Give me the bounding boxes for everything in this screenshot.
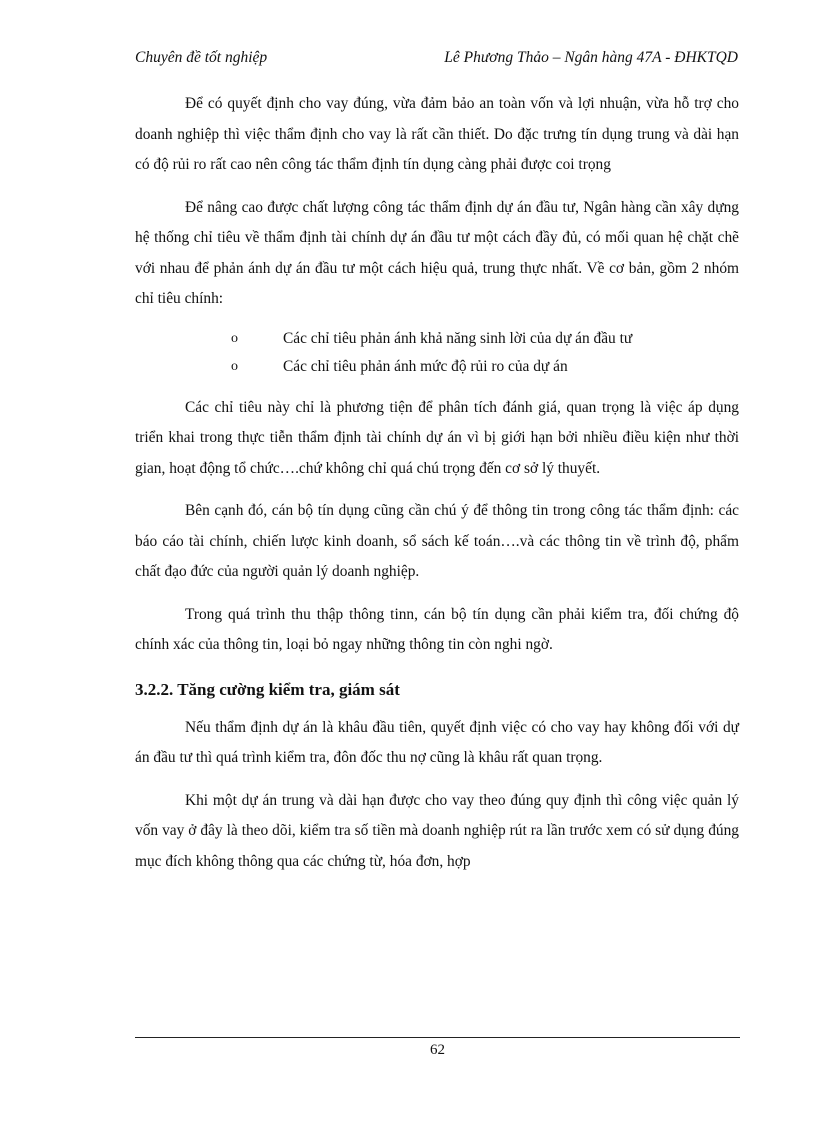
list-item: [135, 353, 739, 381]
page-number: 62: [430, 1042, 445, 1058]
header-document-title: Chuyên đề tốt nghiệp: [135, 49, 268, 66]
paragraph-6: Nếu thẩm định dự án là khâu đầu tiên, quyết định việc có cho vay hay không đối với dự án đầu tư thì quá trình kiểm tra, đôn đốc thu nợ cũng là khâu rất quan trọng.: [135, 718, 739, 766]
paragraph-1: Để có quyết định cho vay đúng, vừa đảm bảo an toàn vốn và lợi nhuận, vừa hỗ trợ cho doanh nghiệp thì việc thẩm định cho vay là rất cần thiết. Do đặc trưng tín dụng trung và dài hạn có độ rủi ro rất cao nên công tác thẩm định tín dụng càng phải được coi trọng: [135, 95, 739, 173]
paragraph-3: Các chỉ tiêu này chỉ là phương tiện để phân tích đánh giá, quan trọng là việc áp dụng triển khai trong thực tiễn thẩm định tài chính dự án vì bị giới hạn bởi nhiều điều kiện như thời gian, hoạt động tổ chức….chứ không chỉ quá chú trọng đến cơ sở lý thuyết.: [135, 398, 739, 477]
paragraph-2: Để nâng cao được chất lượng công tác thẩm định dự án đầu tư, Ngân hàng cần xây dựng hệ thống chỉ tiêu về thẩm định tài chính dự án đầu tư một cách đầy đủ, có mối quan hệ chặt chẽ với nhau để phản ánh dự án đầu tư một cách hiệu quả, trung thực nhất. Về cơ bản, gồm 2 nhóm chỉ tiêu chính:: [135, 198, 739, 307]
list-item: [135, 325, 739, 353]
indicator-list: [135, 325, 739, 381]
list-item-text: Các chỉ tiêu phản ánh khả năng sinh lời của dự án đầu tư: [283, 329, 633, 347]
list-item-text: Các chỉ tiêu phản ánh mức độ rủi ro của dự án: [283, 357, 568, 375]
paragraph-7: Khi một dự án trung và dài hạn được cho vay theo đúng quy định thì công việc quản lý vốn vay ở đây là theo dõi, kiểm tra số tiền mà doanh nghiệp rút ra lần trước xem có sử dụng đúng mục đích không thông qua các chứng từ, hóa đơn, hợp: [135, 791, 739, 870]
paragraph-5: Trong quá trình thu thập thông tinn, cán bộ tín dụng cần phải kiểm tra, đối chứng độ chính xác của thông tin, loại bỏ ngay những thông tin còn nghi ngờ.: [135, 605, 739, 653]
header-author: Lê Phương Thảo – Ngân hàng 47A - ĐHKTQD: [444, 49, 738, 66]
page-content: [135, 89, 739, 889]
page-header: [135, 48, 738, 68]
paragraph-4: Bên cạnh đó, cán bộ tín dụng cũng cần chú ý để thông tin trong công tác thẩm định: các báo cáo tài chính, chiến lược kinh doanh, sổ sách kế toán….và các thông tin về trình độ, phẩm chất đạo đức của người quản lý doanh nghiệp.: [135, 502, 739, 580]
bullet-icon: o: [231, 330, 238, 346]
section-heading: 3.2.2. Tăng cường kiểm tra, giám sát: [135, 679, 400, 699]
bullet-icon: o: [231, 358, 238, 374]
footer-divider: [135, 1037, 740, 1038]
